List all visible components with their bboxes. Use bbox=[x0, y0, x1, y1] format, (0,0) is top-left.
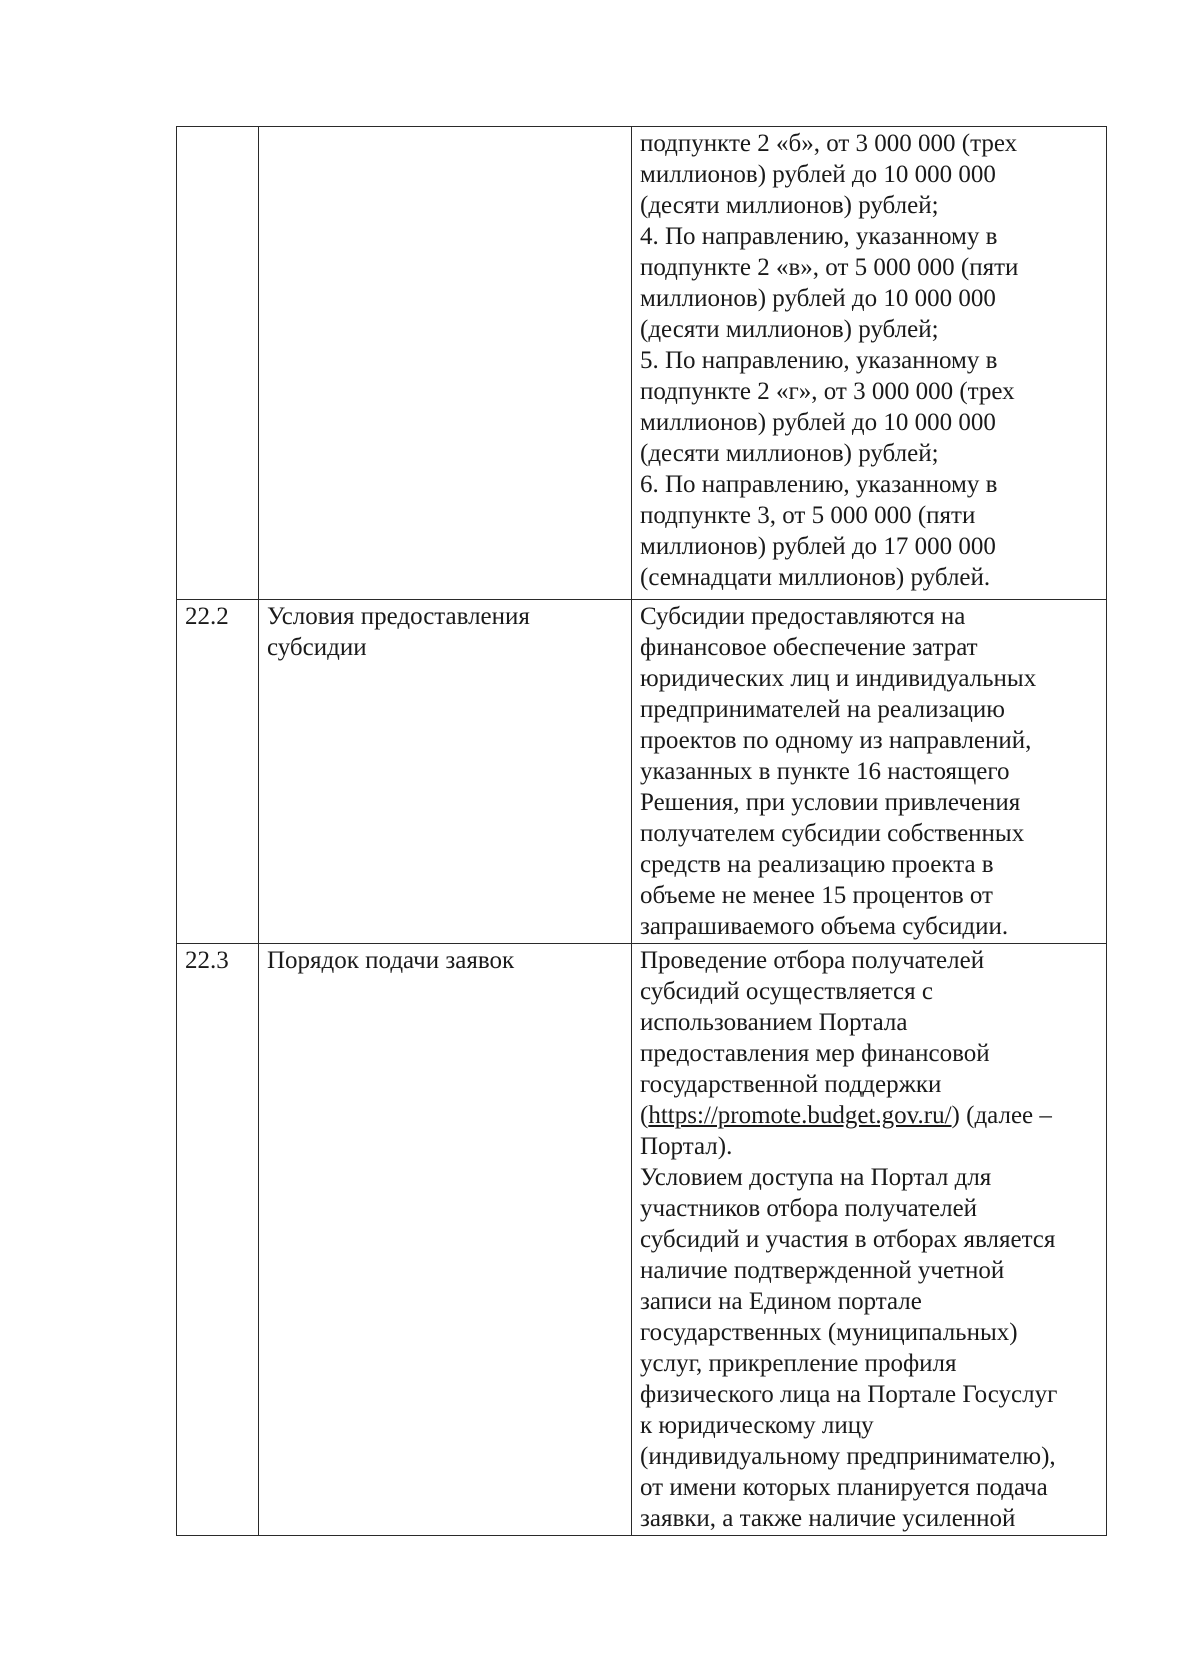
link-prefix: ( bbox=[640, 1102, 649, 1129]
row-number-cell: 22.3 bbox=[177, 944, 259, 1536]
row-number-cell: 22.2 bbox=[177, 600, 259, 944]
row-title-cell bbox=[259, 944, 632, 1536]
content-line: услуг, прикрепление профиля bbox=[640, 1350, 957, 1377]
row-content-cell bbox=[632, 127, 1107, 600]
content-line: субсидий осуществляется с bbox=[640, 978, 933, 1005]
portal-link[interactable]: https://promote.budget.gov.ru/ bbox=[648, 1102, 952, 1129]
content-line: 6. По направлению, указанному в bbox=[640, 471, 998, 498]
table-row bbox=[177, 127, 1107, 600]
title-line: Условия предоставления bbox=[267, 603, 530, 630]
content-line: финансовое обеспечение затрат bbox=[640, 634, 978, 661]
content-line: участников отбора получателей bbox=[640, 1195, 978, 1222]
content-line: записи на Едином портале bbox=[640, 1288, 922, 1315]
content-line: (семнадцати миллионов) рублей. bbox=[640, 564, 991, 591]
content-line: указанных в пункте 16 настоящего bbox=[640, 758, 1010, 785]
content-line: Решения, при условии привлечения bbox=[640, 789, 1021, 816]
content-line: подпункте 3, от 5 000 000 (пяти bbox=[640, 502, 976, 529]
content-line: Портал). bbox=[640, 1133, 733, 1160]
content-line: подпункте 2 «б», от 3 000 000 (трех bbox=[640, 130, 1018, 157]
content-line: (десяти миллионов) рублей; bbox=[640, 440, 939, 467]
content-line: субсидий и участия в отборах является bbox=[640, 1226, 1056, 1253]
table-row bbox=[177, 944, 1107, 1536]
content-line: подпункте 2 «в», от 5 000 000 (пяти bbox=[640, 254, 1019, 281]
content-line: предпринимателей на реализацию bbox=[640, 696, 1005, 723]
content-line: Субсидии предоставляются на bbox=[640, 603, 966, 630]
row-content-cell bbox=[632, 600, 1107, 944]
content-line: наличие подтвержденной учетной bbox=[640, 1257, 1005, 1284]
content-line: к юридическому лицу bbox=[640, 1412, 874, 1439]
title-line: Порядок подачи заявок bbox=[267, 947, 515, 974]
content-line: миллионов) рублей до 10 000 000 bbox=[640, 409, 996, 436]
content-line: юридических лиц и индивидуальных bbox=[640, 665, 1037, 692]
link-suffix: ) (далее – bbox=[951, 1102, 1052, 1129]
content-line: (десяти миллионов) рублей; bbox=[640, 316, 939, 343]
content-line: (индивидуальному предпринимателю), bbox=[640, 1443, 1056, 1470]
content-line: Проведение отбора получателей bbox=[640, 947, 985, 974]
row-content-cell bbox=[632, 944, 1107, 1536]
subsidy-table bbox=[176, 126, 1107, 1536]
content-line: миллионов) рублей до 10 000 000 bbox=[640, 161, 996, 188]
content-line: объеме не менее 15 процентов от bbox=[640, 882, 993, 909]
content-line: государственной поддержки bbox=[640, 1071, 942, 1098]
content-line: подпункте 2 «г», от 3 000 000 (трех bbox=[640, 378, 1015, 405]
row-title-cell bbox=[259, 600, 632, 944]
title-line: субсидии bbox=[267, 634, 367, 661]
content-line-with-link bbox=[640, 1100, 1100, 1131]
content-line: миллионов) рублей до 17 000 000 bbox=[640, 533, 996, 560]
row-title-cell bbox=[259, 127, 632, 600]
table-row bbox=[177, 600, 1107, 944]
content-line: заявки, а также наличие усиленной bbox=[640, 1505, 1016, 1532]
content-line: государственных (муниципальных) bbox=[640, 1319, 1018, 1346]
row-number-cell bbox=[177, 127, 259, 600]
content-line: от имени которых планируется подача bbox=[640, 1474, 1048, 1501]
content-line: средств на реализацию проекта в bbox=[640, 851, 994, 878]
content-line: физического лица на Портале Госуслуг bbox=[640, 1381, 1058, 1408]
content-line: предоставления мер финансовой bbox=[640, 1040, 990, 1067]
content-line: 4. По направлению, указанному в bbox=[640, 223, 998, 250]
content-line: получателем субсидии собственных bbox=[640, 820, 1025, 847]
content-line: миллионов) рублей до 10 000 000 bbox=[640, 285, 996, 312]
content-line: проектов по одному из направлений, bbox=[640, 727, 1032, 754]
content-line: 5. По направлению, указанному в bbox=[640, 347, 998, 374]
content-line: (десяти миллионов) рублей; bbox=[640, 192, 939, 219]
content-line: запрашиваемого объема субсидии. bbox=[640, 913, 1009, 940]
content-line: Условием доступа на Портал для bbox=[640, 1164, 992, 1191]
content-line: использованием Портала bbox=[640, 1009, 908, 1036]
